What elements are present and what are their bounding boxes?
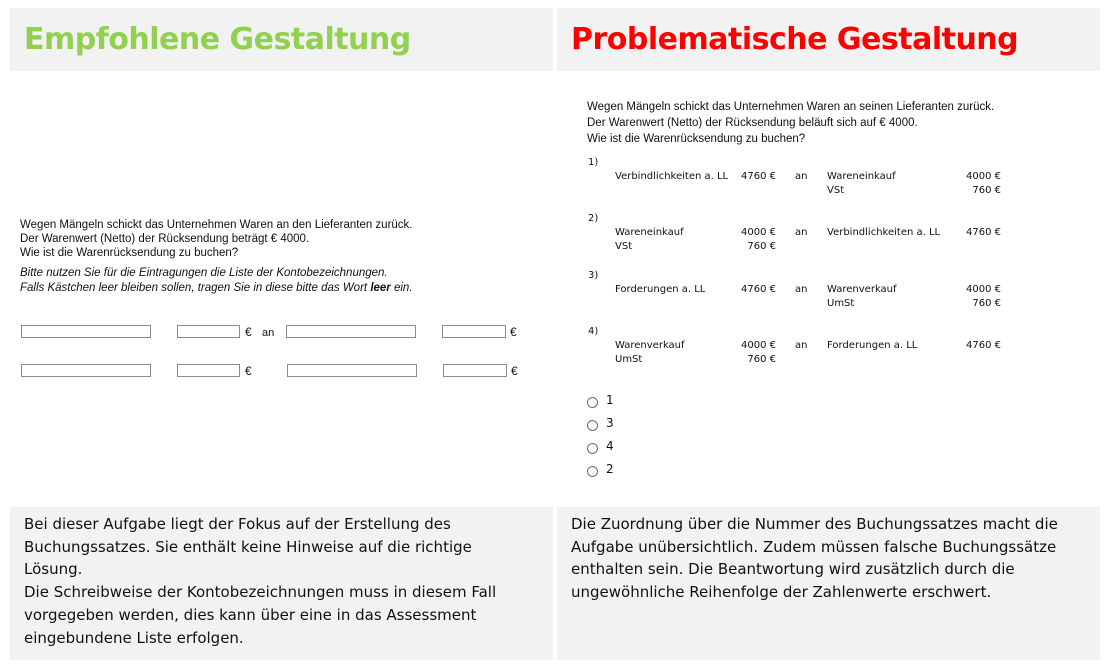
radio-label: 2 <box>606 462 614 476</box>
currency-label: € <box>511 364 518 378</box>
credit-account: VSt <box>827 185 845 196</box>
debit-account: Wareneinkauf <box>615 227 684 238</box>
recommended-column <box>10 8 553 660</box>
problematic-task-panel <box>557 71 1100 503</box>
connector-an: an <box>795 340 808 351</box>
debit-account: Verbindlichkeiten a. LL <box>615 171 729 182</box>
credit-amount-input-2[interactable] <box>443 364 507 377</box>
option-number: 3) <box>588 270 599 281</box>
debit-amount: 4000 € <box>741 340 776 351</box>
problematic-column <box>557 8 1100 660</box>
debit-amount: 760 € <box>747 354 776 365</box>
debit-account: Warenverkauf <box>615 340 685 351</box>
connector-an: an <box>795 227 808 238</box>
description-line: Buchungssatzes. Sie enthält keine Hinweise auf die richtige <box>24 537 472 556</box>
credit-account: Warenverkauf <box>827 284 897 295</box>
question-line-2: Der Warenwert (Netto) der Rücksendung beläuft sich auf € 4000. <box>587 117 918 129</box>
problematic-heading: Problematische Gestaltung <box>557 8 1100 71</box>
debit-account-input-1[interactable] <box>21 325 151 338</box>
description-line: Die Zuordnung über die Nummer des Buchungssatzes macht die <box>571 515 1058 533</box>
question-line-3: Wie ist die Warenrücksendung zu buchen? <box>587 133 806 145</box>
question-line-1: Wegen Mängeln schickt das Unternehmen Waren an seinen Lieferanten zurück. <box>587 101 995 113</box>
debit-amount: 4760 € <box>741 284 776 295</box>
recommended-task-panel <box>10 71 553 503</box>
debit-account-input-2[interactable] <box>21 364 151 377</box>
radio-label: 4 <box>606 439 614 453</box>
description-line: Die Schreibweise der Kontobezeichnungen muss in diesem Fall <box>24 583 497 602</box>
description-line: ungewöhnliche Reihenfolge der Zahlenwerte erschwert. <box>571 583 992 602</box>
problematic-description <box>557 507 1100 660</box>
credit-account-input-1[interactable] <box>286 325 416 338</box>
question-line-1: Wegen Mängeln schickt das Unternehmen Waren an den Lieferanten zurück. <box>20 219 413 231</box>
question-line-3: Wie ist die Warenrücksendung zu buchen? <box>20 247 239 259</box>
hint-line-2 <box>20 281 413 296</box>
credit-amount-input-1[interactable] <box>442 325 506 338</box>
radio-option-2[interactable] <box>587 466 598 477</box>
hint-line-2-text: Falls Kästchen leer bleiben sollen, tragen Sie in diese bitte das Wort <box>20 282 371 294</box>
credit-account-input-2[interactable] <box>287 364 417 377</box>
debit-account: UmSt <box>615 354 643 365</box>
currency-label: € <box>245 325 252 339</box>
credit-amount: 4000 € <box>966 171 1001 182</box>
option-number: 4) <box>588 326 599 337</box>
credit-account: UmSt <box>827 298 855 309</box>
recommended-description <box>10 507 553 660</box>
debit-amount-input-1[interactable] <box>177 325 240 338</box>
connector-an: an <box>795 171 808 182</box>
hint-line-2-end: ein. <box>390 282 413 294</box>
option-number: 1) <box>588 157 599 168</box>
description-line: eingebundene Liste erfolgen. <box>24 628 244 647</box>
description-line: Lösung. <box>24 560 83 579</box>
radio-label: 1 <box>606 393 614 407</box>
hint-line-1: Bitte nutzen Sie für die Eintragungen die Liste der Kontobezeichnungen. <box>20 267 388 279</box>
description-line: Bei dieser Aufgabe liegt der Fokus auf der Erstellung des <box>24 515 451 533</box>
radio-label: 3 <box>606 416 614 430</box>
description-line: vorgegeben werden, dies kann über eine in das Assessment <box>24 605 477 624</box>
connector-an: an <box>262 327 275 339</box>
credit-amount: 4760 € <box>966 340 1001 351</box>
credit-amount: 4000 € <box>966 284 1001 295</box>
credit-amount: 760 € <box>972 298 1001 309</box>
recommended-heading: Empfohlene Gestaltung <box>10 8 553 71</box>
radio-option-1[interactable] <box>587 397 598 408</box>
credit-account: Forderungen a. LL <box>827 340 918 351</box>
debit-amount-input-2[interactable] <box>177 364 240 377</box>
currency-label: € <box>245 364 252 378</box>
radio-option-4[interactable] <box>587 443 598 454</box>
radio-option-3[interactable] <box>587 420 598 431</box>
credit-account: Verbindlichkeiten a. LL <box>827 227 941 238</box>
credit-amount: 760 € <box>972 185 1001 196</box>
debit-account: Forderungen a. LL <box>615 284 706 295</box>
debit-amount: 760 € <box>747 241 776 252</box>
debit-account: VSt <box>615 241 633 252</box>
credit-account: Wareneinkauf <box>827 171 896 182</box>
description-line: Aufgabe unübersichtlich. Zudem müssen falsche Buchungssätze <box>571 537 1057 556</box>
hint-line-2-bold: leer <box>370 282 391 294</box>
description-line: enthalten sein. Die Beantwortung wird zusätzlich durch die <box>571 560 1015 579</box>
debit-amount: 4000 € <box>741 227 776 238</box>
debit-amount: 4760 € <box>741 171 776 182</box>
question-line-2: Der Warenwert (Netto) der Rücksendung beträgt € 4000. <box>20 233 310 245</box>
credit-amount: 4760 € <box>966 227 1001 238</box>
option-number: 2) <box>588 213 599 224</box>
connector-an: an <box>795 284 808 295</box>
currency-label: € <box>510 325 517 339</box>
